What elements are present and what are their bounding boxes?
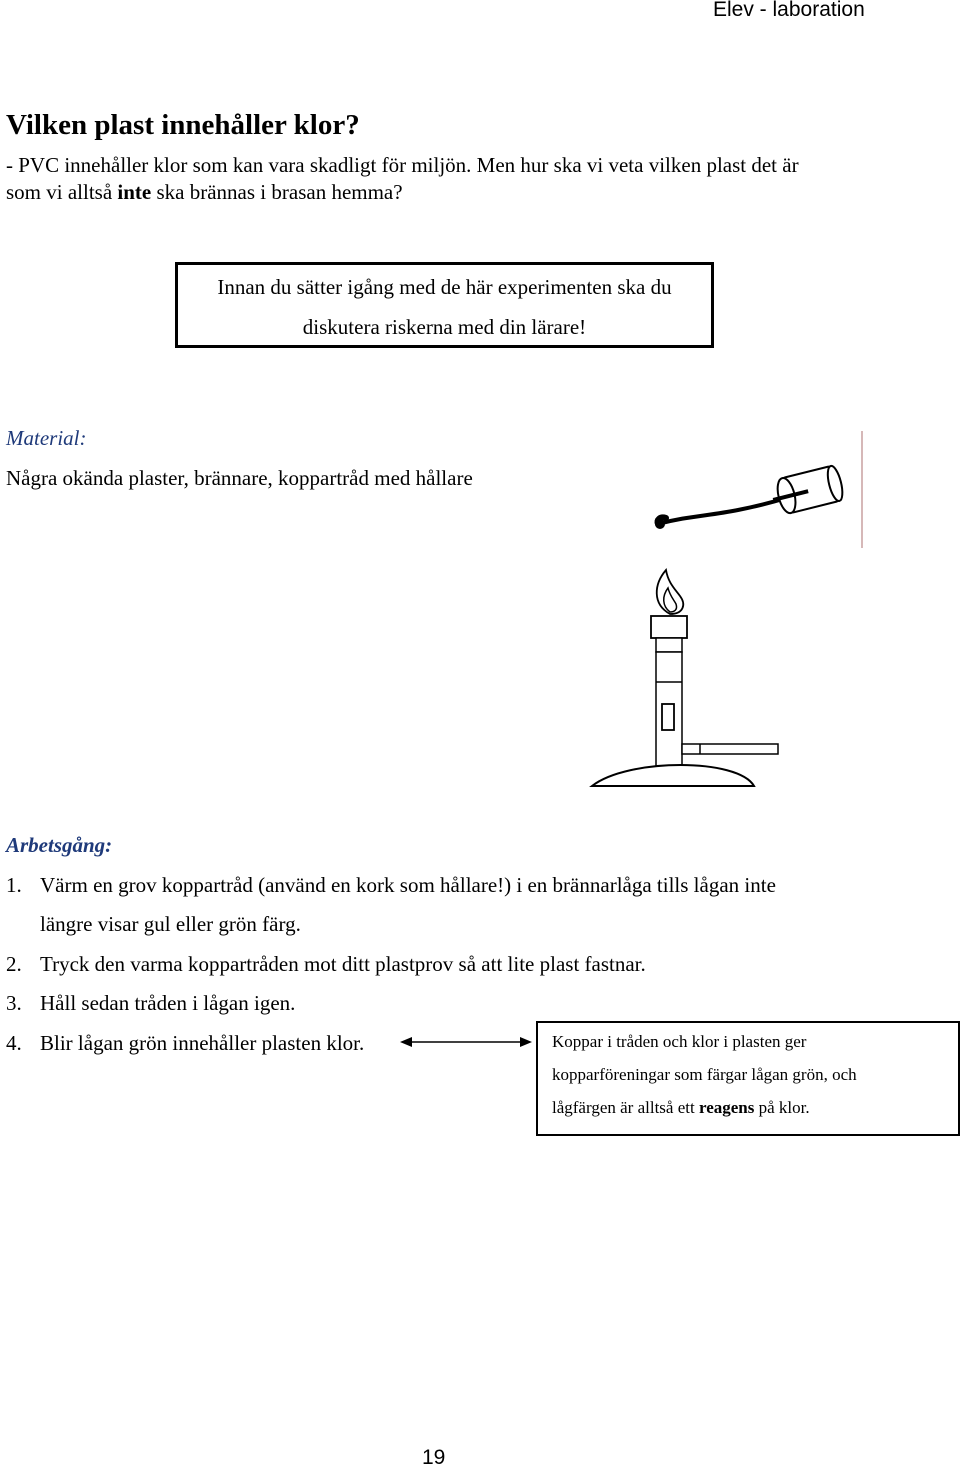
info-line-3-end: på klor. — [754, 1098, 810, 1117]
intro-emphasis: inte — [117, 180, 152, 204]
materials-text: Några okända plaster, brännare, koppartråd med hållare — [6, 466, 473, 490]
bunsen-burner-illustration — [588, 562, 784, 792]
step-text: Tryck den varma koppartråden mot ditt plastprov så att lite plast fastnar. — [40, 952, 646, 976]
intro-line-2 — [6, 179, 886, 206]
procedure-heading: Arbetsgång: — [6, 833, 113, 857]
info-line-3 — [552, 1098, 810, 1118]
step-number: 1. — [6, 873, 22, 897]
intro-paragraph — [6, 152, 886, 206]
step-text: Blir lågan grön innehåller plasten klor. — [40, 1031, 365, 1055]
intro-line-2-start: som vi alltså — [6, 180, 118, 204]
intro-line-1: - PVC innehåller klor som kan vara skadligt för miljön. Men hur ska vi veta vilken plast det är — [6, 153, 799, 177]
warning-line-2: diskutera riskerna med din lärare! — [302, 315, 587, 339]
info-line-1: Koppar i tråden och klor i plasten ger — [552, 1032, 807, 1051]
step-number: 3. — [6, 991, 22, 1015]
info-emphasis: reagens — [698, 1098, 755, 1117]
intro-line-2-end: ska brännas i brasan hemma? — [151, 180, 403, 204]
step-text: längre visar gul eller grön färg. — [40, 912, 301, 936]
header-label: Elev - laboration — [713, 0, 865, 21]
page-number: 19 — [422, 1446, 446, 1469]
step-text: Värm en grov koppartråd (använd en kork som hållare!) i en brännarlåga tills lågan inte — [40, 873, 776, 897]
materials-heading: Material: — [6, 426, 87, 450]
copper-wire-holder-illustration — [648, 428, 868, 552]
warning-line-1: Innan du sätter igång med de här experimenten ska du — [217, 275, 672, 299]
info-line-2: kopparföreningar som färgar lågan grön, och — [552, 1065, 857, 1084]
page-title: Vilken plast innehåller klor? — [6, 109, 360, 141]
step-number: 2. — [6, 952, 22, 976]
step-text: Håll sedan tråden i lågan igen. — [40, 991, 296, 1015]
step-number: 4. — [6, 1031, 22, 1055]
info-box — [536, 1021, 960, 1136]
info-line-3-start: lågfärgen är alltså ett — [552, 1098, 699, 1117]
warning-box — [175, 262, 714, 348]
double-arrow-icon — [398, 1032, 534, 1052]
